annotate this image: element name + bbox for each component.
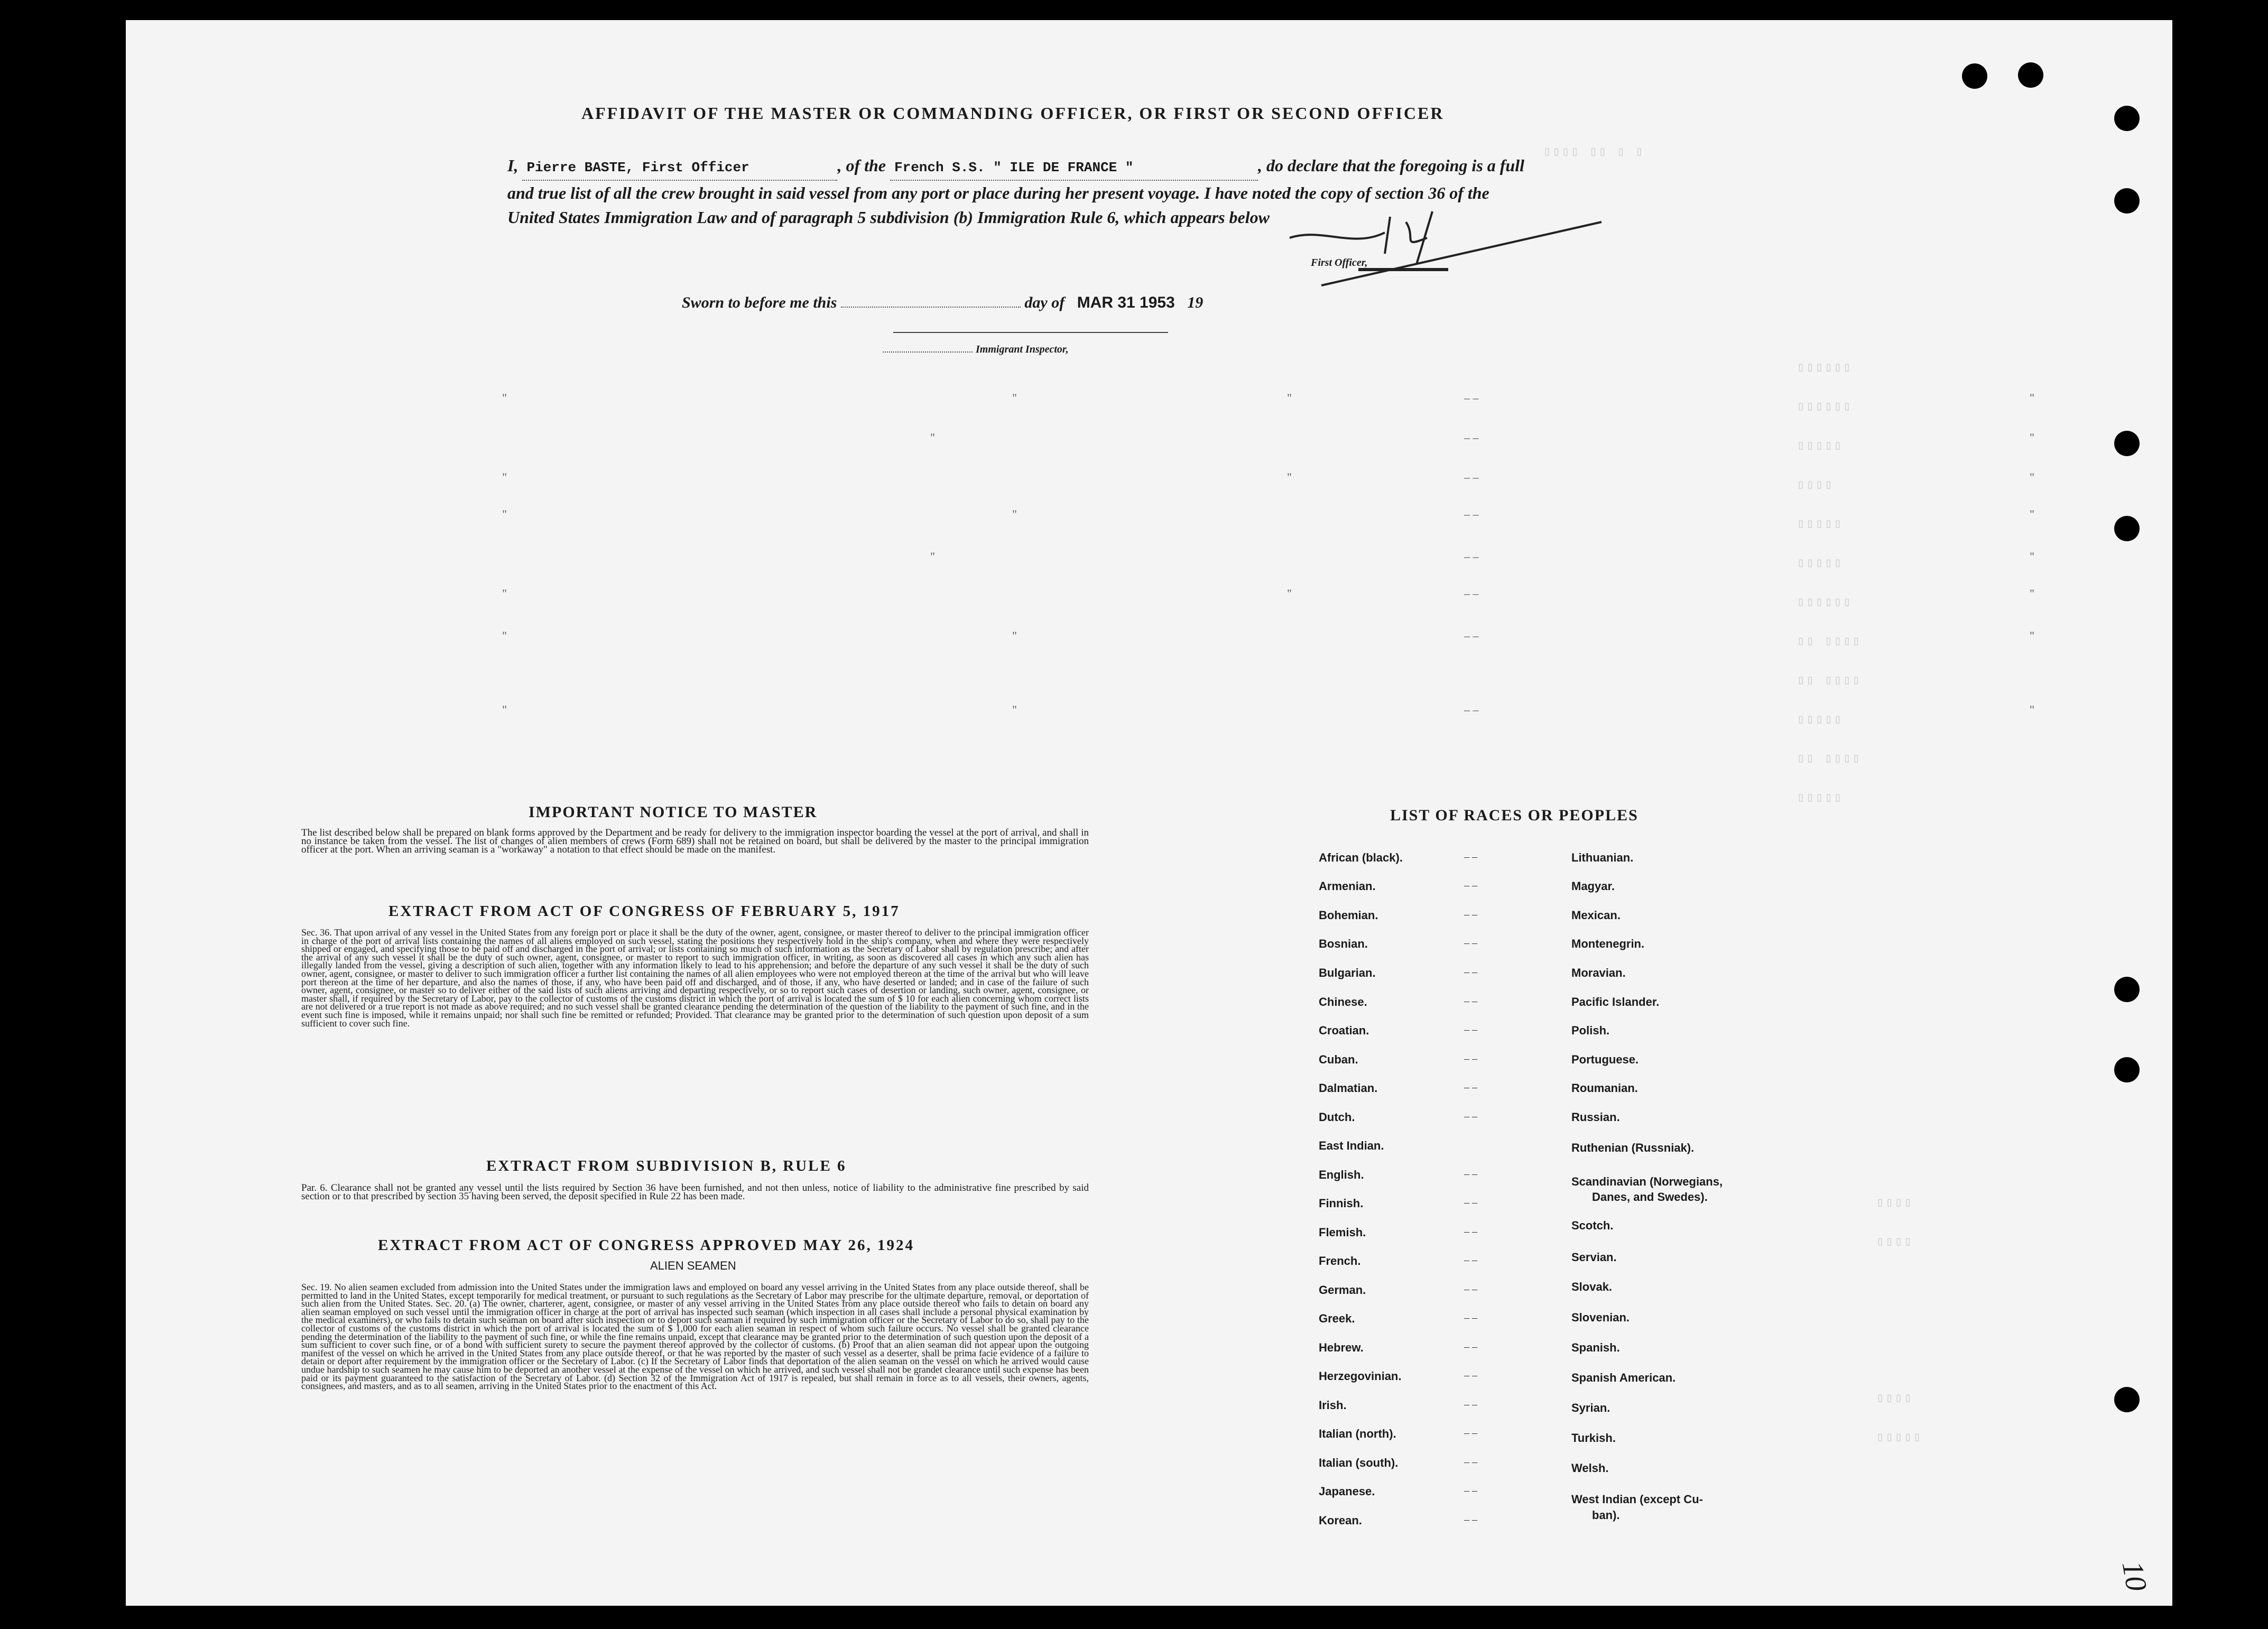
ditto-mark: "	[1012, 391, 1017, 404]
ditto-dash: – –	[1464, 937, 1477, 949]
race-item: Scandinavian (Norwegians,	[1571, 1175, 1723, 1188]
ditto-mark: "	[2030, 507, 2034, 521]
punch-hole	[2114, 431, 2140, 456]
ditto-dash: – –	[1464, 966, 1477, 978]
extract-1917-text: Sec. 36. That upon arrival of any vessel in the United States from any foreign port or place it shall be the duty of the owner, agent, consignee, or master thereof to deliver to the principal immigration officer in charge of the port of arrival lists containing the names of all aliens employed on such vessel, stating the positions they respectively hold in the ship's company, when and where they were respectively shipped or engaged, and specifying those to be paid off and discharged in the port of arrival; or lists containing so much of such information as the Secretary of Labor shall by regulation prescribe; and after the arrival of any such vessel it shall be the duty of such owner, agent, consignee, or master to report to such immigration officer, in writing, as soon as discovered all cases in which any such alien has illegally landed from the vessel, giving a description of such alien, together with any information likely to lead to his apprehension; and before the departure of any such vessel it shall be the duty of such owner, agent, consignee, or master to deliver to such immigration officer a further list containing the names of all alien employees who were not employed thereon at the time of the arrival but who will leave port thereon at the time of her departure, and also the names of those, if any, who have been paid off and discharged, and of those, if any, who have deserted or landed; and in case of the failure of such owner, agent, consignee, or master so to deliver either of the said lists of such aliens arriving and departing respectively, or so to report such cases of desertion or landing, such owner, agent, consignee, or master shall, if required by the Secretary of Labor, pay to the collector of customs of the customs district in which the port of arrival is located the sum of $ 10 for each alien concerning whom correct lists are not delivered or a true report is not made as above required; and no such vessel shall be granted clearance pending the determination of the question of the liability to the payment of such fine, and in the event such fine is imposed, while it remains unpaid; nor shall such fine be remitted or refunded; Provided. That clearance may be granted prior to the determination of such question upon deposit of a sum sufficient to cover such fine.	[301, 927, 1089, 1029]
race-item: African (black).	[1319, 851, 1403, 864]
punch-hole	[2018, 62, 2043, 88]
sworn-text: Sworn to before me this	[682, 294, 837, 311]
ditto-mark: "	[2030, 391, 2034, 404]
punch-hole	[1962, 63, 1987, 89]
ditto-mark: "	[930, 431, 935, 444]
ditto-mark: "	[502, 470, 507, 484]
sworn-day-of: day of	[1024, 294, 1065, 311]
race-item: Spanish.	[1571, 1341, 1620, 1354]
sworn-line	[682, 294, 1203, 312]
ditto-mark: "	[1012, 703, 1017, 716]
race-item: Bulgarian.	[1319, 966, 1376, 979]
race-item: Moravian.	[1571, 966, 1626, 979]
punch-hole	[2114, 977, 2140, 1002]
race-item: Mexican.	[1571, 909, 1621, 922]
ditto-mark: "	[2030, 703, 2034, 716]
race-item: Scotch.	[1571, 1219, 1614, 1232]
ditto-dash: – –	[1464, 995, 1477, 1007]
extract-1924-title: EXTRACT FROM ACT OF CONGRESS APPROVED MAY 26, 1924	[378, 1237, 914, 1254]
ditto-mark: "	[2030, 550, 2034, 563]
ditto-dash: – –	[1464, 1427, 1477, 1439]
ditto-mark: "	[2030, 629, 2034, 642]
ditto-mark: "	[1012, 629, 1017, 642]
ditto-mark: "	[2030, 587, 2034, 600]
race-item: Roumanian.	[1571, 1081, 1638, 1095]
race-item: Servian.	[1571, 1251, 1617, 1264]
race-item: Finnish.	[1319, 1197, 1364, 1210]
race-item: Irish.	[1319, 1399, 1347, 1412]
race-item: English.	[1319, 1168, 1364, 1181]
declaration-i: I,	[507, 156, 519, 175]
race-item: Greek.	[1319, 1312, 1355, 1325]
ditto-mark: "	[502, 629, 507, 642]
race-item: Italian (south).	[1319, 1456, 1399, 1469]
extract-rule6-text: Par. 6. Clearance shall not be granted any vessel until the lists required by Section 36 have been furnished, and not then unless, notice of liability to the administrative fine prescribed by said section or to that prescribed by section 35 having been served, the deposit specified in Rule 22 has been made.	[301, 1182, 1089, 1202]
extract-rule6-title: EXTRACT FROM SUBDIVISION B, RULE 6	[486, 1158, 847, 1174]
punch-hole	[2114, 106, 2140, 131]
race-item: Russian.	[1571, 1110, 1620, 1124]
race-item: Portuguese.	[1571, 1053, 1639, 1066]
declaration-body: that the foregoing is a full and true list of all the crew brought in said vessel from any port or place during her present voyage. I have noted the copy of section 36 of the United States Immigration Law and of paragraph 5 subdivision (b) Immigration Rule 6, which appears below	[507, 156, 1524, 227]
race-item: Hebrew.	[1319, 1341, 1364, 1354]
sworn-date-stamp: MAR 31 1953	[1077, 294, 1175, 311]
ditto-dash: – –	[1464, 1485, 1477, 1496]
ditto-dash: – –	[1464, 1283, 1477, 1295]
race-item: Korean.	[1319, 1514, 1362, 1527]
ditto-dash: – –	[1464, 880, 1477, 891]
race-item: Bosnian.	[1319, 937, 1368, 950]
signature-rule	[893, 332, 1168, 333]
officer-name-field: Pierre BASTE, First Officer	[522, 155, 837, 181]
bleed-through-text: ▯▯▯▯ ▯▯ ▯ ▯	[1543, 145, 1645, 160]
ditto-dash: – –	[1464, 1024, 1477, 1035]
race-item: Croatian.	[1319, 1024, 1369, 1037]
ditto-mark: "	[2030, 431, 2034, 444]
punch-hole	[2114, 516, 2140, 541]
ditto-dash: – –	[1464, 1081, 1477, 1093]
bleed-through-column-lower: ▯▯▯▯ ▯▯▯▯ ▯▯▯▯ ▯▯▯▯▯	[1876, 1196, 1923, 1445]
declaration-of-the: , of the	[837, 156, 886, 175]
race-item: Chinese.	[1319, 995, 1367, 1008]
race-item: Syrian.	[1571, 1401, 1610, 1414]
ditto-mark: – –	[1464, 431, 1479, 444]
ditto-dash: – –	[1464, 1168, 1477, 1180]
ditto-mark: – –	[1464, 629, 1479, 642]
race-item: French.	[1319, 1254, 1361, 1267]
race-item: Cuban.	[1319, 1053, 1358, 1066]
ditto-dash: – –	[1464, 1254, 1477, 1266]
ditto-mark: – –	[1464, 391, 1479, 404]
ditto-mark: – –	[1464, 550, 1479, 563]
ditto-dash: – –	[1464, 1399, 1477, 1410]
ditto-dash: – –	[1464, 1110, 1477, 1122]
race-item: Japanese.	[1319, 1485, 1375, 1498]
ditto-mark: "	[502, 703, 507, 716]
punch-hole	[2114, 1057, 2140, 1082]
inspector-label: Immigrant Inspector,	[883, 344, 1069, 356]
race-item: West Indian (except Cu-	[1571, 1493, 1703, 1506]
ditto-mark: "	[1287, 391, 1292, 404]
ditto-mark: "	[502, 587, 507, 600]
page-tab	[1813, 20, 1871, 62]
ditto-dash: – –	[1464, 851, 1477, 863]
ditto-dash: – –	[1464, 1197, 1477, 1208]
ditto-mark: – –	[1464, 703, 1479, 716]
race-item: Dutch.	[1319, 1110, 1355, 1124]
extract-1924-subtitle: ALIEN SEAMEN	[650, 1259, 736, 1272]
ditto-dash: – –	[1464, 1514, 1477, 1525]
vessel-name-field: French S.S. " ILE DE FRANCE "	[890, 155, 1258, 181]
ditto-mark: "	[930, 550, 935, 563]
race-item: Polish.	[1571, 1024, 1610, 1037]
race-item: Danes, and Swedes).	[1592, 1190, 1708, 1204]
race-item: Spanish American.	[1571, 1371, 1676, 1384]
race-item: Welsh.	[1571, 1461, 1609, 1475]
extract-1917-title: EXTRACT FROM ACT OF CONGRESS OF FEBRUARY 5, 1917	[388, 903, 900, 920]
sworn-day-blank	[841, 307, 1021, 308]
ditto-dash: – –	[1464, 1226, 1477, 1237]
ditto-dash: – –	[1464, 1053, 1477, 1065]
sworn-year: 19	[1187, 294, 1204, 311]
race-item: East Indian.	[1319, 1139, 1384, 1152]
ditto-mark: – –	[1464, 507, 1479, 521]
race-item: ban).	[1592, 1508, 1620, 1522]
ditto-mark: – –	[1464, 470, 1479, 484]
ditto-mark: "	[1012, 507, 1017, 521]
ditto-mark: "	[1287, 587, 1292, 600]
ditto-mark: "	[1287, 470, 1292, 484]
race-item: Dalmatian.	[1319, 1081, 1378, 1095]
ditto-dash: – –	[1464, 1341, 1477, 1353]
extract-1924-text: Sec. 19. No alien seamen excluded from admission into the United States under the immigration laws and employed on board any vessel arriving in the United States from any place outside thereof, shall be permitted to land in the United States, except temporarily for medical treatment, or pursuant to such regulations as the Secretary of Labor may prescribe for the ultimate departure, removal, or deportation of such alien from the United States. Sec. 20. (a) The owner, charterer, agent, consignee, or master of any vessel arriving in the United States from any place outside thereof who fails to detain on board any alien seaman employed on such vessel until the immigration officer in charge at the port of arrival has inspected such seaman (which inspection in all cases shall include a personal physical examination by the medical examiners), or who fails to detain such seaman on board after such inspection or to deport such seaman if required by such immigration officer or the Secretary of Labor to do so, shall pay to the collector of customs of the customs district in which the port of arrival is located the sum of $ 1,000 for each alien seaman in respect of whom such failure occurs. No vessel shall be granted clearance pending the determination of the liability to the payment of such fine, or while the fine remains unpaid, except that clearance may be granted prior to the determination of such question upon the deposit of a sum sufficient to cover such fine, or of a bond with sufficient surety to secure the payment thereof approved by the collector of customs. (b) Proof that an alien seaman did not appear upon the outgoing manifest of the vessel on which he arrived in the United States from any place outside thereof, or that he was reported by the master of such vessel as a deserter, shall be prima facie evidence of a failure to detain or deport after requirement by the immigration officer or the Secretary of Labor. (c) If the Secretary of Labor finds that deportation of the alien seaman on the vessel on which he arrived would cause undue hardship to such seamen he may cause him to be deported an another vessel at the expense of the vessel on which he arrived, and such vessel shall not be grandet clearance until such expense has been paid or its payment guaranteed to the satisfaction of the Secretary of Labor. (d) Section 32 of the Immigration Act of 1917 is repealed, but shall remain in force as to all vessels, their owners, agents, consignees, and masters, and as to all seamen, arriving in the United States prior to the enactment of this Act.	[301, 1282, 1089, 1392]
race-item: Italian (north).	[1319, 1427, 1396, 1440]
race-item: Herzegovinian.	[1319, 1369, 1402, 1383]
race-item: Magyar.	[1571, 880, 1615, 893]
ditto-mark: "	[2030, 470, 2034, 484]
ditto-dash: – –	[1464, 1456, 1477, 1468]
notice-title: IMPORTANT NOTICE TO MASTER	[529, 803, 818, 821]
race-item: Pacific Islander.	[1571, 995, 1660, 1008]
ditto-mark: "	[502, 391, 507, 404]
margin-note: 10	[2115, 1559, 2153, 1594]
race-item: Flemish.	[1319, 1226, 1366, 1239]
punch-hole	[2114, 188, 2140, 214]
race-item: Lithuanian.	[1571, 851, 1634, 864]
ditto-mark: "	[502, 507, 507, 521]
race-item: Montenegrin.	[1571, 937, 1645, 950]
race-item: Ruthenian (Russniak).	[1571, 1141, 1695, 1154]
declaration-do-declare: , do declare	[1258, 156, 1338, 175]
notice-text: The list described below shall be prepared on blank forms approved by the Department and be ready for delivery to the immigration inspector boarding the vessel at the port of arrival, and shall in no instance be taken from the vessel. The list of changes of alien members of crews (Form 689) shall not be retained on board, but shall be delivered by the master to the principal immigration officer at the port. When an arriving seaman is a "workaway" a notation to that effect should be made on the manifest.	[301, 827, 1089, 855]
officer-label: First Officer,	[1311, 257, 1368, 269]
ditto-mark: – –	[1464, 587, 1479, 600]
punch-hole	[2114, 1387, 2140, 1412]
races-title: LIST OF RACES OR PEOPLES	[1390, 807, 1638, 824]
ditto-dash: – –	[1464, 1369, 1477, 1381]
race-item: Bohemian.	[1319, 909, 1378, 922]
race-item: Armenian.	[1319, 880, 1376, 893]
affidavit-title: AFFIDAVIT OF THE MASTER OR COMMANDING OFFICER, OR FIRST OR SECOND OFFICER	[581, 104, 1445, 123]
race-item: Turkish.	[1571, 1431, 1616, 1445]
ditto-dash: – –	[1464, 909, 1477, 920]
ditto-dash: – –	[1464, 1312, 1477, 1323]
race-item: Slovak.	[1571, 1280, 1613, 1293]
race-item: German.	[1319, 1283, 1366, 1297]
bleed-through-column: ▯▯▯▯▯▯ ▯▯▯▯▯▯ ▯▯▯▯▯ ▯▯▯▯ ▯▯▯▯▯ ▯▯▯▯▯ ▯▯▯▯▯▯ ▯▯ ▯▯▯▯ ▯▯ ▯▯▯▯ ▯▯▯▯▯ ▯▯ ▯▯▯▯ ▯▯▯▯▯	[1797, 361, 1862, 806]
race-item: Slovenian.	[1571, 1311, 1630, 1324]
